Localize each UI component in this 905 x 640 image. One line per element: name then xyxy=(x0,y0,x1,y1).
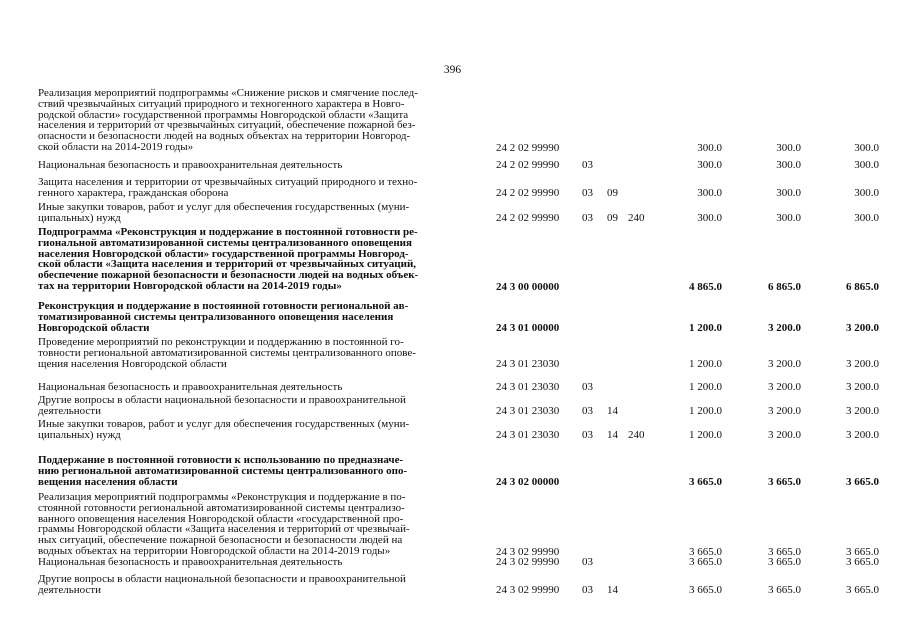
section-code: 03 xyxy=(582,405,593,417)
amount-year-2: 300.0 xyxy=(776,187,801,199)
section-code: 03 xyxy=(582,556,593,568)
amount-year-2: 300.0 xyxy=(776,142,801,154)
table-row xyxy=(0,202,905,224)
target-article-code: 24 3 02 99990 xyxy=(496,546,560,558)
section-code: 03 xyxy=(582,584,593,596)
row-description: Защита населения и территории от чрезвычайных ситуаций природного и техно- генного характера, гражданская оборона xyxy=(38,176,418,199)
amount-year-1: 3 665.0 xyxy=(689,556,722,568)
amount-year-1: 4 865.0 xyxy=(689,281,722,293)
row-description: Другие вопросы в области национальной безопасности и правоохранительной деятельности xyxy=(38,573,406,596)
amount-year-2: 3 200.0 xyxy=(768,429,801,441)
table-row xyxy=(0,301,905,334)
row-description: Поддержание в постоянной готовности к использованию по предназначе- нию региональной автоматизированной системы централизованного опо- вещения населения области xyxy=(38,454,408,488)
section-code: 03 xyxy=(582,381,593,393)
target-article-code: 24 3 01 23030 xyxy=(496,358,560,370)
table-row xyxy=(0,492,905,558)
amount-year-1: 300.0 xyxy=(697,187,722,199)
expense-type-code: 240 xyxy=(628,212,645,224)
target-article-code: 24 2 02 99990 xyxy=(496,187,560,199)
amount-year-3: 3 200.0 xyxy=(846,429,879,441)
amount-year-3: 3 665.0 xyxy=(846,546,879,558)
amount-year-1: 1 200.0 xyxy=(689,322,722,334)
amount-year-3: 6 865.0 xyxy=(846,281,879,293)
target-article-code: 24 3 01 23030 xyxy=(496,405,560,417)
amount-year-2: 3 200.0 xyxy=(768,322,801,334)
amount-year-2: 3 665.0 xyxy=(768,584,801,596)
amount-year-1: 300.0 xyxy=(697,142,722,154)
table-row xyxy=(0,382,905,393)
amount-year-2: 300.0 xyxy=(776,159,801,171)
amount-year-3: 3 200.0 xyxy=(846,358,879,370)
subsection-code: 14 xyxy=(607,405,618,417)
amount-year-1: 300.0 xyxy=(697,159,722,171)
row-description: Другие вопросы в области национальной безопасности и правоохранительной деятельности xyxy=(38,394,406,417)
amount-year-1: 3 665.0 xyxy=(689,546,722,558)
row-description: Проведение мероприятий по реконструкции и поддержанию в постоянной го- товности региональной автоматизированной системы централизованного опове- щения населения Новгородской области xyxy=(38,336,416,370)
table-row xyxy=(0,227,905,293)
row-description: Национальная безопасность и правоохранительная деятельность xyxy=(38,556,343,568)
section-code: 03 xyxy=(582,212,593,224)
amount-year-1: 1 200.0 xyxy=(689,429,722,441)
expense-type-code: 240 xyxy=(628,429,645,441)
amount-year-2: 3 200.0 xyxy=(768,381,801,393)
table-row xyxy=(0,177,905,199)
section-code: 03 xyxy=(582,429,593,441)
row-description: Иные закупки товаров, работ и услуг для обеспечения государственных (муни- ципальных) нужд xyxy=(38,418,410,441)
table-row xyxy=(0,88,905,154)
subsection-code: 09 xyxy=(607,187,618,199)
subsection-code: 09 xyxy=(607,212,618,224)
target-article-code: 24 3 01 23030 xyxy=(496,429,560,441)
amount-year-2: 3 200.0 xyxy=(768,405,801,417)
amount-year-3: 3 665.0 xyxy=(846,584,879,596)
amount-year-2: 3 200.0 xyxy=(768,358,801,370)
amount-year-3: 300.0 xyxy=(854,187,879,199)
row-description: Реализация мероприятий подпрограммы «Снижение рисков и смягчение послед- ствий чрезвычайных ситуаций природного и техногенного характера в Новго- родской области» государственной программы Новгородской области «Защита населения и территорий от чрезвычайных ситуаций, обеспечение пожарной без- опасности и безопасности людей на водных объектах на территории Новгород- ской области на 2014-2019 годы» xyxy=(38,87,418,153)
table-row xyxy=(0,160,905,171)
row-description: Реализация мероприятий подпрограммы «Реконструкция и поддержание в по- стоянной готовности региональной автоматизированной системы централизо- ванного оповещения населения Новгородской области «государственной про- граммы Новгородской области «Защита населения и территорий от чрезвычай- ных ситуаций, обеспечение пожарной безопасности и безопасности людей на водных объектах на территории Новгородской области на 2014-2019 годы» xyxy=(38,491,410,557)
amount-year-3: 300.0 xyxy=(854,212,879,224)
table-row xyxy=(0,337,905,370)
amount-year-2: 3 665.0 xyxy=(768,556,801,568)
amount-year-3: 3 665.0 xyxy=(846,476,879,488)
row-description: Подпрограмма «Реконструкция и поддержание в постоянной готовности ре- гиональной автоматизированной системы централизованного оповещения населения Новгородской области» государственной программы Новгород- ской области «Защита населения и территорий от чрезвычайных ситуаций, обеспечение пожарной безопасности и безопасности людей на водных объек- тах на территории Новгородской области на 2014-2019 годы» xyxy=(38,226,419,292)
target-article-code: 24 3 01 23030 xyxy=(496,381,560,393)
row-description: Реконструкция и поддержание в постоянной готовности региональной ав- томатизированной системы централизованного оповещения населения Новгородской области xyxy=(38,300,409,334)
row-description: Национальная безопасность и правоохранительная деятельность xyxy=(38,159,343,171)
table-row xyxy=(0,419,905,441)
target-article-code: 24 3 01 00000 xyxy=(496,322,560,334)
amount-year-3: 3 200.0 xyxy=(846,322,879,334)
table-row xyxy=(0,455,905,488)
amount-year-2: 3 665.0 xyxy=(768,546,801,558)
table-row xyxy=(0,574,905,596)
amount-year-3: 300.0 xyxy=(854,142,879,154)
amount-year-1: 3 665.0 xyxy=(689,584,722,596)
page-number: 396 xyxy=(443,64,462,76)
amount-year-3: 300.0 xyxy=(854,159,879,171)
amount-year-2: 300.0 xyxy=(776,212,801,224)
subsection-code: 14 xyxy=(607,584,618,596)
amount-year-2: 3 665.0 xyxy=(768,476,801,488)
amount-year-1: 1 200.0 xyxy=(689,405,722,417)
amount-year-3: 3 200.0 xyxy=(846,381,879,393)
section-code: 03 xyxy=(582,187,593,199)
target-article-code: 24 3 02 00000 xyxy=(496,476,560,488)
amount-year-1: 1 200.0 xyxy=(689,358,722,370)
amount-year-3: 3 200.0 xyxy=(846,405,879,417)
target-article-code: 24 3 02 99990 xyxy=(496,584,560,596)
subsection-code: 14 xyxy=(607,429,618,441)
table-row xyxy=(0,557,905,568)
target-article-code: 24 3 00 00000 xyxy=(496,281,560,293)
table-row xyxy=(0,395,905,417)
amount-year-1: 3 665.0 xyxy=(689,476,722,488)
target-article-code: 24 2 02 99990 xyxy=(496,159,560,171)
amount-year-1: 300.0 xyxy=(697,212,722,224)
amount-year-1: 1 200.0 xyxy=(689,381,722,393)
target-article-code: 24 3 02 99990 xyxy=(496,556,560,568)
amount-year-3: 3 665.0 xyxy=(846,556,879,568)
target-article-code: 24 2 02 99990 xyxy=(496,212,560,224)
section-code: 03 xyxy=(582,159,593,171)
amount-year-2: 6 865.0 xyxy=(768,281,801,293)
row-description: Национальная безопасность и правоохранительная деятельность xyxy=(38,381,343,393)
target-article-code: 24 2 02 99990 xyxy=(496,142,560,154)
row-description: Иные закупки товаров, работ и услуг для обеспечения государственных (муни- ципальных) нужд xyxy=(38,201,410,224)
